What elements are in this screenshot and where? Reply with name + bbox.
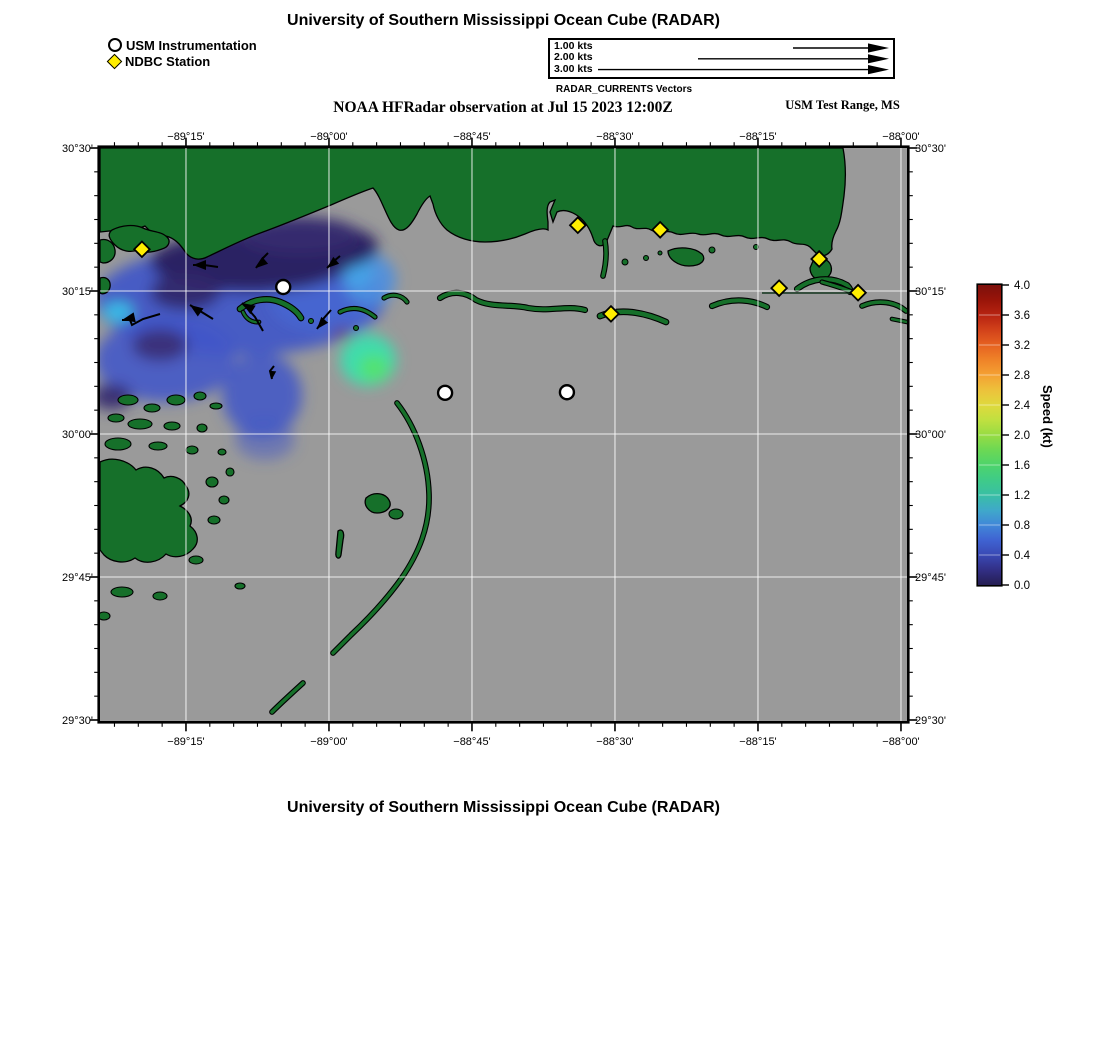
usm-instrument-marker — [560, 385, 574, 399]
marsh-islet — [208, 516, 220, 524]
x-tick-label-bottom: −88°30' — [596, 736, 634, 748]
vector-scale-1kt: 1.00 kts — [554, 40, 593, 52]
x-tick-label-top: −88°15' — [739, 131, 777, 143]
symbol-legend — [108, 37, 257, 69]
marsh-islet — [164, 422, 180, 430]
marsh-islet — [167, 395, 185, 405]
marsh-islet — [206, 477, 218, 487]
colorbar-tick-label: 1.6 — [1014, 460, 1030, 472]
marsh-islet — [210, 403, 222, 409]
y-tick-label-left: 29°30' — [62, 715, 93, 727]
colorbar-tick-label: 0.4 — [1014, 550, 1030, 562]
x-tick-label-bottom: −88°00' — [882, 736, 920, 748]
x-tick-label-bottom: −88°45' — [453, 736, 491, 748]
x-tick-label-top: −89°15' — [167, 131, 205, 143]
legend-row-usm — [108, 37, 257, 53]
x-tick-label-top: −88°45' — [453, 131, 491, 143]
observation-subtitle: NOAA HFRadar observation at Jul 15 2023 12:00Z — [333, 99, 673, 116]
islet-dot — [709, 247, 715, 253]
x-tick-label-bottom: −89°00' — [310, 736, 348, 748]
colorbar — [978, 285, 1001, 585]
colorbar-tick-label: 2.0 — [1014, 430, 1030, 442]
island-outline — [333, 403, 429, 653]
map-plot-area — [100, 148, 907, 721]
marsh-islet — [219, 496, 229, 504]
figure-title: University of Southern Mississippi Ocean Cube (RADAR) — [287, 12, 720, 29]
colorbar-tick-label: 3.2 — [1014, 340, 1030, 352]
legend-row-ndbc — [108, 53, 257, 69]
vector-scale-3kt: 3.00 kts — [554, 62, 593, 75]
y-tick-label-left: 29°45' — [62, 572, 93, 584]
y-tick-label-left: 30°30' — [62, 143, 93, 155]
speed-field-blob — [150, 274, 220, 310]
vector-scale-legend — [548, 38, 895, 79]
islet-dot — [622, 259, 628, 265]
colorbar-axis-label: Speed (kt) — [1040, 385, 1055, 448]
marsh-islet — [194, 392, 206, 400]
usm-instrument-icon — [108, 38, 122, 52]
islet-dot — [354, 326, 359, 331]
vector-legend-caption: RADAR_CURRENTS Vectors — [555, 84, 693, 95]
y-tick-label-left: 30°15' — [62, 286, 93, 298]
speed-field-blob — [132, 329, 188, 361]
figure-footer-title: University of Southern Mississippi Ocean Cube (RADAR) — [287, 799, 720, 816]
y-tick-label-right: 30°00' — [915, 429, 946, 441]
islet-dot — [309, 319, 314, 324]
islet-dot — [658, 251, 662, 255]
ndbc-station-marker — [603, 306, 619, 322]
land-polygon — [668, 248, 704, 266]
y-tick-label-right: 30°30' — [915, 143, 946, 155]
x-tick-label-bottom: −88°15' — [739, 736, 777, 748]
colorbar-tick-label: 1.2 — [1014, 490, 1030, 502]
usm-instrument-marker — [438, 386, 452, 400]
marsh-islet — [226, 468, 234, 476]
x-tick-label-top: −89°00' — [310, 131, 348, 143]
marsh-islet — [118, 395, 138, 405]
speed-field-blob — [235, 420, 295, 460]
vector-scale-2kt: 2.00 kts — [554, 51, 593, 64]
land-polygon — [336, 530, 344, 558]
marsh-islet — [218, 449, 226, 455]
marsh-islet — [105, 438, 131, 450]
marsh-islet — [153, 592, 167, 600]
speed-field-blob — [359, 355, 389, 381]
marsh-islet — [128, 419, 152, 429]
y-tick-label-right: 29°30' — [915, 715, 946, 727]
land-polygon — [365, 494, 390, 513]
colorbar-tick-label: 2.8 — [1014, 370, 1030, 382]
marsh-islet — [100, 612, 110, 620]
test-range-label: USM Test Range, MS — [785, 98, 900, 112]
legend-label-ndbc: NDBC Station — [125, 53, 211, 69]
x-tick-label-top: −88°30' — [596, 131, 634, 143]
colorbar-tick-label: 0.8 — [1014, 520, 1030, 532]
ndbc-station-icon — [107, 53, 123, 69]
marsh-islet — [235, 583, 245, 589]
marsh-islet — [389, 509, 403, 519]
speed-field-blob — [333, 327, 351, 341]
marsh-islet — [197, 424, 207, 432]
colorbar-tick-label: 0.0 — [1014, 580, 1030, 592]
land-polygon — [100, 459, 197, 562]
colorbar-tick-label: 2.4 — [1014, 400, 1030, 412]
y-tick-label-left: 30°00' — [62, 429, 93, 441]
marsh-islet — [144, 404, 160, 412]
x-tick-label-bottom: −89°15' — [167, 736, 205, 748]
islet-dot — [644, 256, 649, 261]
marsh-islet — [186, 446, 198, 454]
marsh-islet — [189, 556, 203, 564]
x-tick-label-top: −88°00' — [882, 131, 920, 143]
ndbc-station-marker — [850, 285, 866, 301]
usm-instrument-marker — [276, 280, 290, 294]
y-tick-label-right: 30°15' — [915, 286, 946, 298]
marsh-islet — [149, 442, 167, 450]
legend-label-usm: USM Instrumentation — [126, 37, 257, 53]
island — [272, 683, 303, 712]
colorbar-tick-label: 4.0 — [1014, 280, 1030, 292]
y-tick-label-right: 29°45' — [915, 572, 946, 584]
island — [333, 403, 429, 653]
marsh-islet — [111, 587, 133, 597]
map-layers — [100, 148, 907, 721]
colorbar-tick-label: 3.6 — [1014, 310, 1030, 322]
marsh-islet — [108, 414, 124, 422]
